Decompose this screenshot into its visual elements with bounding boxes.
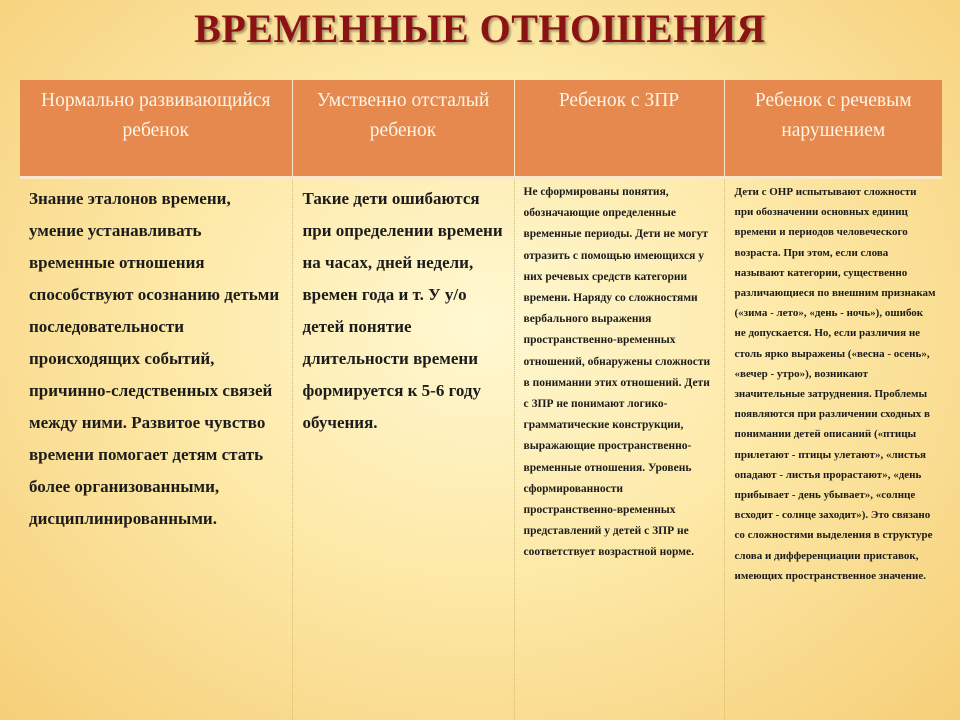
- cell-speech-disorder-child: Дети с ОНР испытывают сложности при обозначении основных единиц времени и периодов человеческого возраста. При этом, если слова называют категории, существенно различающиеся по внешним признакам («зима - лето», «день - ночь»), ошибок не допускается. Но, если различия не столь ярко выражены («весна - осень», «вечер - утро»), возникают значительные затруднения. Проблемы появляются при различении сходных в понимании детей описаний («птицы прилетают - птицы улетают», «листья опадают - листья прорастают», «день прибывает - день убывает», «солнце всходит - солнце заходит»). Это связано со сложностями выделения в структуре слова и дифференциации приставок, имеющих пространственное значение.: [734, 186, 936, 582]
- header-mentally-retarded-child: [292, 80, 514, 178]
- cell-mentally-retarded-child: Такие дети ошибаются при определении времени на часах, дней недели, времен года и т. У у/о детей понятие длительности времени формируется к 5-6 году обучения.: [292, 178, 514, 720]
- header-normal-child: [20, 80, 292, 178]
- header-label: Нормально развивающийся ребенок: [41, 90, 271, 141]
- header-row: [20, 80, 942, 178]
- header-speech-disorder-child: [724, 80, 942, 178]
- header-label: Умственно отсталый ребенок: [316, 90, 490, 141]
- content-row: [20, 178, 942, 720]
- header-label: Ребенок с ЗПР: [558, 90, 680, 111]
- comparison-table: [20, 80, 942, 720]
- page-title: ВРЕМЕННЫЕ ОТНОШЕНИЯ: [194, 6, 766, 51]
- cell-zpr-child: Не сформированы понятия, обозначающие определенные временные периоды. Дети не могут отразить с помощью имеющихся у них речевых средств категории времени. Наряду со сложностями вербального выражения пространственно-временных отношений, обнаружены сложности в понимании этих отношений. Дети с ЗПР не понимают логико-грамматические конструкции, выражающие пространственно-временные отношения. Уровень сформированности пространственно-временных представлений у детей с ЗПР не соответствует возрастной норме.: [514, 178, 724, 720]
- cell-normal-child: Знание эталонов времени, умение устанавливать временные отношения способствуют осознанию детьми последовательности происходящих событий, причинно-следственных связей между ними. Развитое чувство времени помогает детям стать более организованными, дисциплинированными.: [20, 178, 292, 720]
- header-zpr-child: [514, 80, 724, 178]
- header-label: Ребенок с речевым нарушением: [754, 90, 912, 141]
